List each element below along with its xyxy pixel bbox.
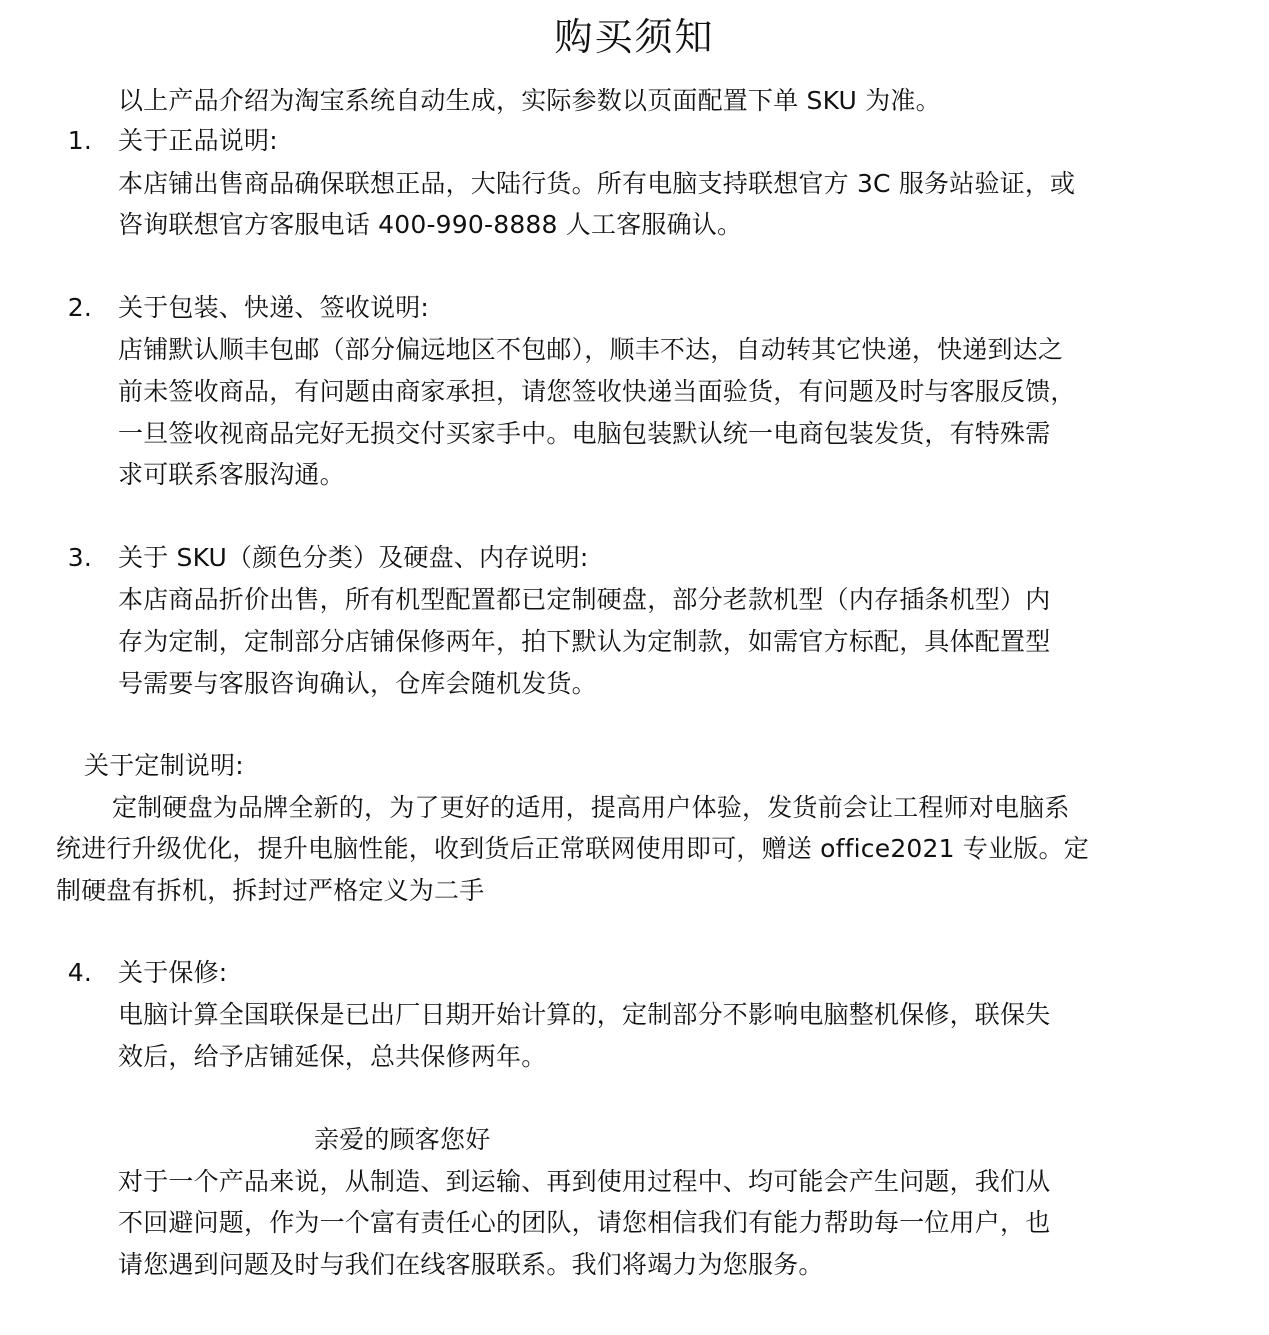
- section-1-heading: 关于正品说明:: [118, 126, 278, 155]
- greeting-line: 对于一个产品来说，从制造、到运输、再到使用过程中、均可能会产生问题，我们从: [118, 1167, 1051, 1196]
- section-3-line: 号需要与客服咨询确认，仓库会随机发货。: [118, 669, 597, 698]
- custom-heading: 关于定制说明:: [84, 751, 244, 780]
- section-3-line: 存为定制，定制部分店铺保修两年，拍下默认为定制款，如需官方标配，具体配置型: [118, 627, 1051, 656]
- section-2-number: 2.: [67, 293, 92, 322]
- custom-line: 统进行升级优化，提升电脑性能，收到货后正常联网使用即可，赠送 office2021 专业版。定: [56, 834, 1089, 863]
- section-3-number: 3.: [67, 543, 92, 572]
- greeting-salutation: 亲爱的顾客您好: [314, 1125, 491, 1154]
- section-2-line: 一旦签收视商品完好无损交付买家手中。电脑包装默认统一电商包装发货，有特殊需: [118, 419, 1051, 448]
- custom-line: 制硬盘有拆机，拆封过严格定义为二手: [56, 876, 485, 905]
- greeting-line: 请您遇到问题及时与我们在线客服联系。我们将竭力为您服务。: [118, 1250, 824, 1279]
- section-2-heading: 关于包装、快递、签收说明:: [118, 293, 430, 322]
- section-2-line: 店铺默认顺丰包邮（部分偏远地区不包邮），顺丰不达，自动转其它快递，快递到达之: [118, 335, 1064, 364]
- section-4-number: 4.: [67, 958, 92, 987]
- section-2-line: 求可联系客服沟通。: [118, 460, 345, 489]
- section-4-line: 电脑计算全国联保是已出厂日期开始计算的，定制部分不影响电脑整机保修，联保失: [118, 1000, 1051, 1029]
- intro-text: 以上产品介绍为淘宝系统自动生成，实际参数以页面配置下单 SKU 为准。: [118, 86, 941, 115]
- section-3-line: 本店商品折价出售，所有机型配置都已定制硬盘，部分老款机型（内存插条机型）内: [118, 585, 1051, 614]
- section-4-line: 效后，给予店铺延保，总共保修两年。: [118, 1042, 547, 1071]
- section-2-line: 前未签收商品，有问题由商家承担，请您签收快递当面验货，有问题及时与客服反馈，: [118, 377, 1076, 406]
- section-4-heading: 关于保修:: [118, 958, 228, 987]
- custom-line: 定制硬盘为品牌全新的，为了更好的适用，提高用户体验，发货前会让工程师对电脑系: [112, 793, 1070, 822]
- section-3-heading: 关于 SKU（颜色分类）及硬盘、内存说明:: [118, 543, 589, 572]
- greeting-line: 不回避问题，作为一个富有责任心的团队，请您相信我们有能力帮助每一位用户，也: [118, 1208, 1051, 1237]
- section-1-number: 1.: [67, 126, 92, 155]
- section-1-line: 咨询联想官方客服电话 400-990-8888 人工客服确认。: [118, 210, 743, 239]
- page-title: 购买须知: [554, 15, 715, 59]
- section-1-line: 本店铺出售商品确保联想正品，大陆行货。所有电脑支持联想官方 3C 服务站验证，或: [118, 169, 1076, 198]
